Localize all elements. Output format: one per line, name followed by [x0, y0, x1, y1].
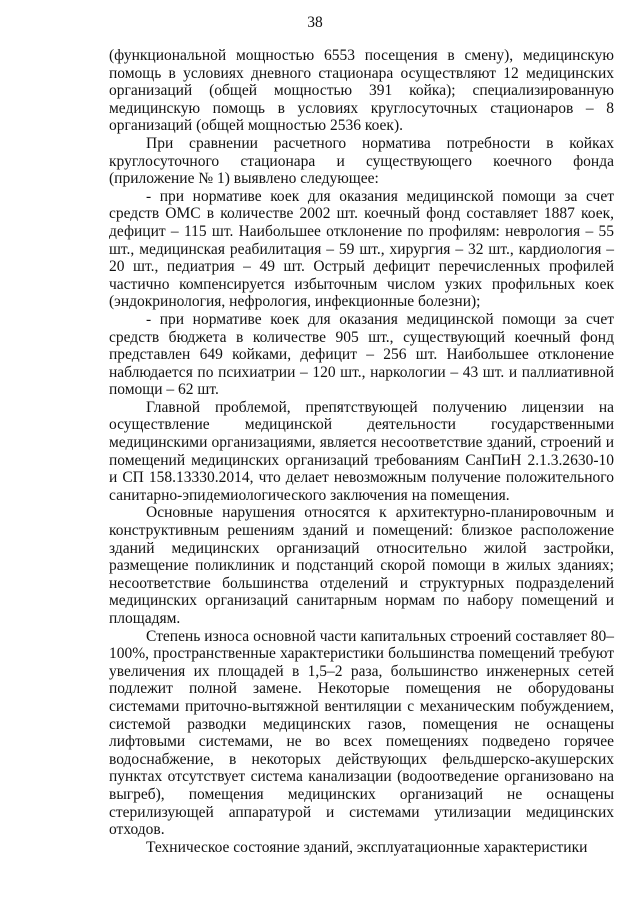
paragraph-main-violations: Основные нарушения относятся к архитектурно-планировочным и конструктивным решениям зданий и помещений: близкое расположение зданий медицинских организаций относительно жилой застройки, размещение поликлиник и подстанций скорой помощи в жилых зданиях; несоответствие большинства отделений и структурных подразделений медицинских организаций санитарным нормам по набору помещений и площадям. [109, 504, 614, 627]
paragraph-technical-condition: Техническое состояние зданий, эксплуатационные характеристики [146, 838, 588, 856]
paragraph-bed-norm-comparison: При сравнении расчетного норматива потребности в койках круглосуточного стационара и существующего коечного фонда (приложение № 1) выявлено следующее: [109, 134, 614, 188]
paragraph-oms-bed-deficit: - при нормативе коек для оказания медицинской помощи за счет средств ОМС в количестве 2002 шт. коечный фонд составляет 1887 коек, дефицит – 115 шт. Наибольшее отклонение по профилям: неврология – 55 шт., медицинская реабилитация – 59 шт., хирургия – 32 шт., кардиология – 20 шт., педиатрия – 49 шт. Острый дефицит перечисленных профилей частично компенсируется избыточным числом узких профильных коек (эндокринология, нефрология, инфекционные болезни); [109, 187, 614, 311]
document-body [109, 47, 614, 856]
paragraph-building-wear: Степень износа основной части капитальных строений составляет 80–100%, пространственные характеристики большинства помещений требуют увеличения их площадей в 1,5–2 раза, большинство инженерных сетей подлежит полной замене. Некоторые помещения не оборудованы системами приточно-вытяжной вентиляции с механическим побуждением, системой разводки медицинских газов, помещения не оснащены лифтовыми системами, не во всех помещениях подведено горячее водоснабжение, в некоторых действующих фельдшерско-акушерских пунктах отсутствует система канализации (водоотведение организовано на выгреб), помещения медицинских организаций не оснащены стерилизующей аппаратурой и системами утилизации медицинских отходов. [109, 627, 614, 839]
paragraph-budget-bed-deficit: - при нормативе коек для оказания медицинской помощи за счет средств бюджета в количестве 905 шт., существующий коечный фонд представлен 649 койками, дефицит – 256 шт. Наибольшее отклонение наблюдается по психиатрии – 120 шт., наркологии – 43 шт. и паллиативной помощи – 62 шт. [109, 310, 614, 399]
paragraph-licensing-problem: Главной проблемой, препятствующей получению лицензии на осуществление медицинской деятельности государственными медицинскими организациями, является несоответствие зданий, строений и помещений медицинских организаций требованиям СанПиН 2.1.3.2630-10 и СП 158.13330.2014, что делает невозможным получение положительного санитарно-эпидемиологического заключения на помещения. [109, 398, 614, 504]
paragraph-facility-capacity: (функциональной мощностью 6553 посещения в смену), медицинскую помощь в условиях дневного стационара осуществляют 12 медицинских организаций (общей мощностью 391 койка); специализированную медицинскую помощь в условиях круглосуточных стационаров – 8 организаций (общей мощностью 2536 коек). [109, 47, 614, 135]
page-number: 38 [307, 14, 323, 31]
